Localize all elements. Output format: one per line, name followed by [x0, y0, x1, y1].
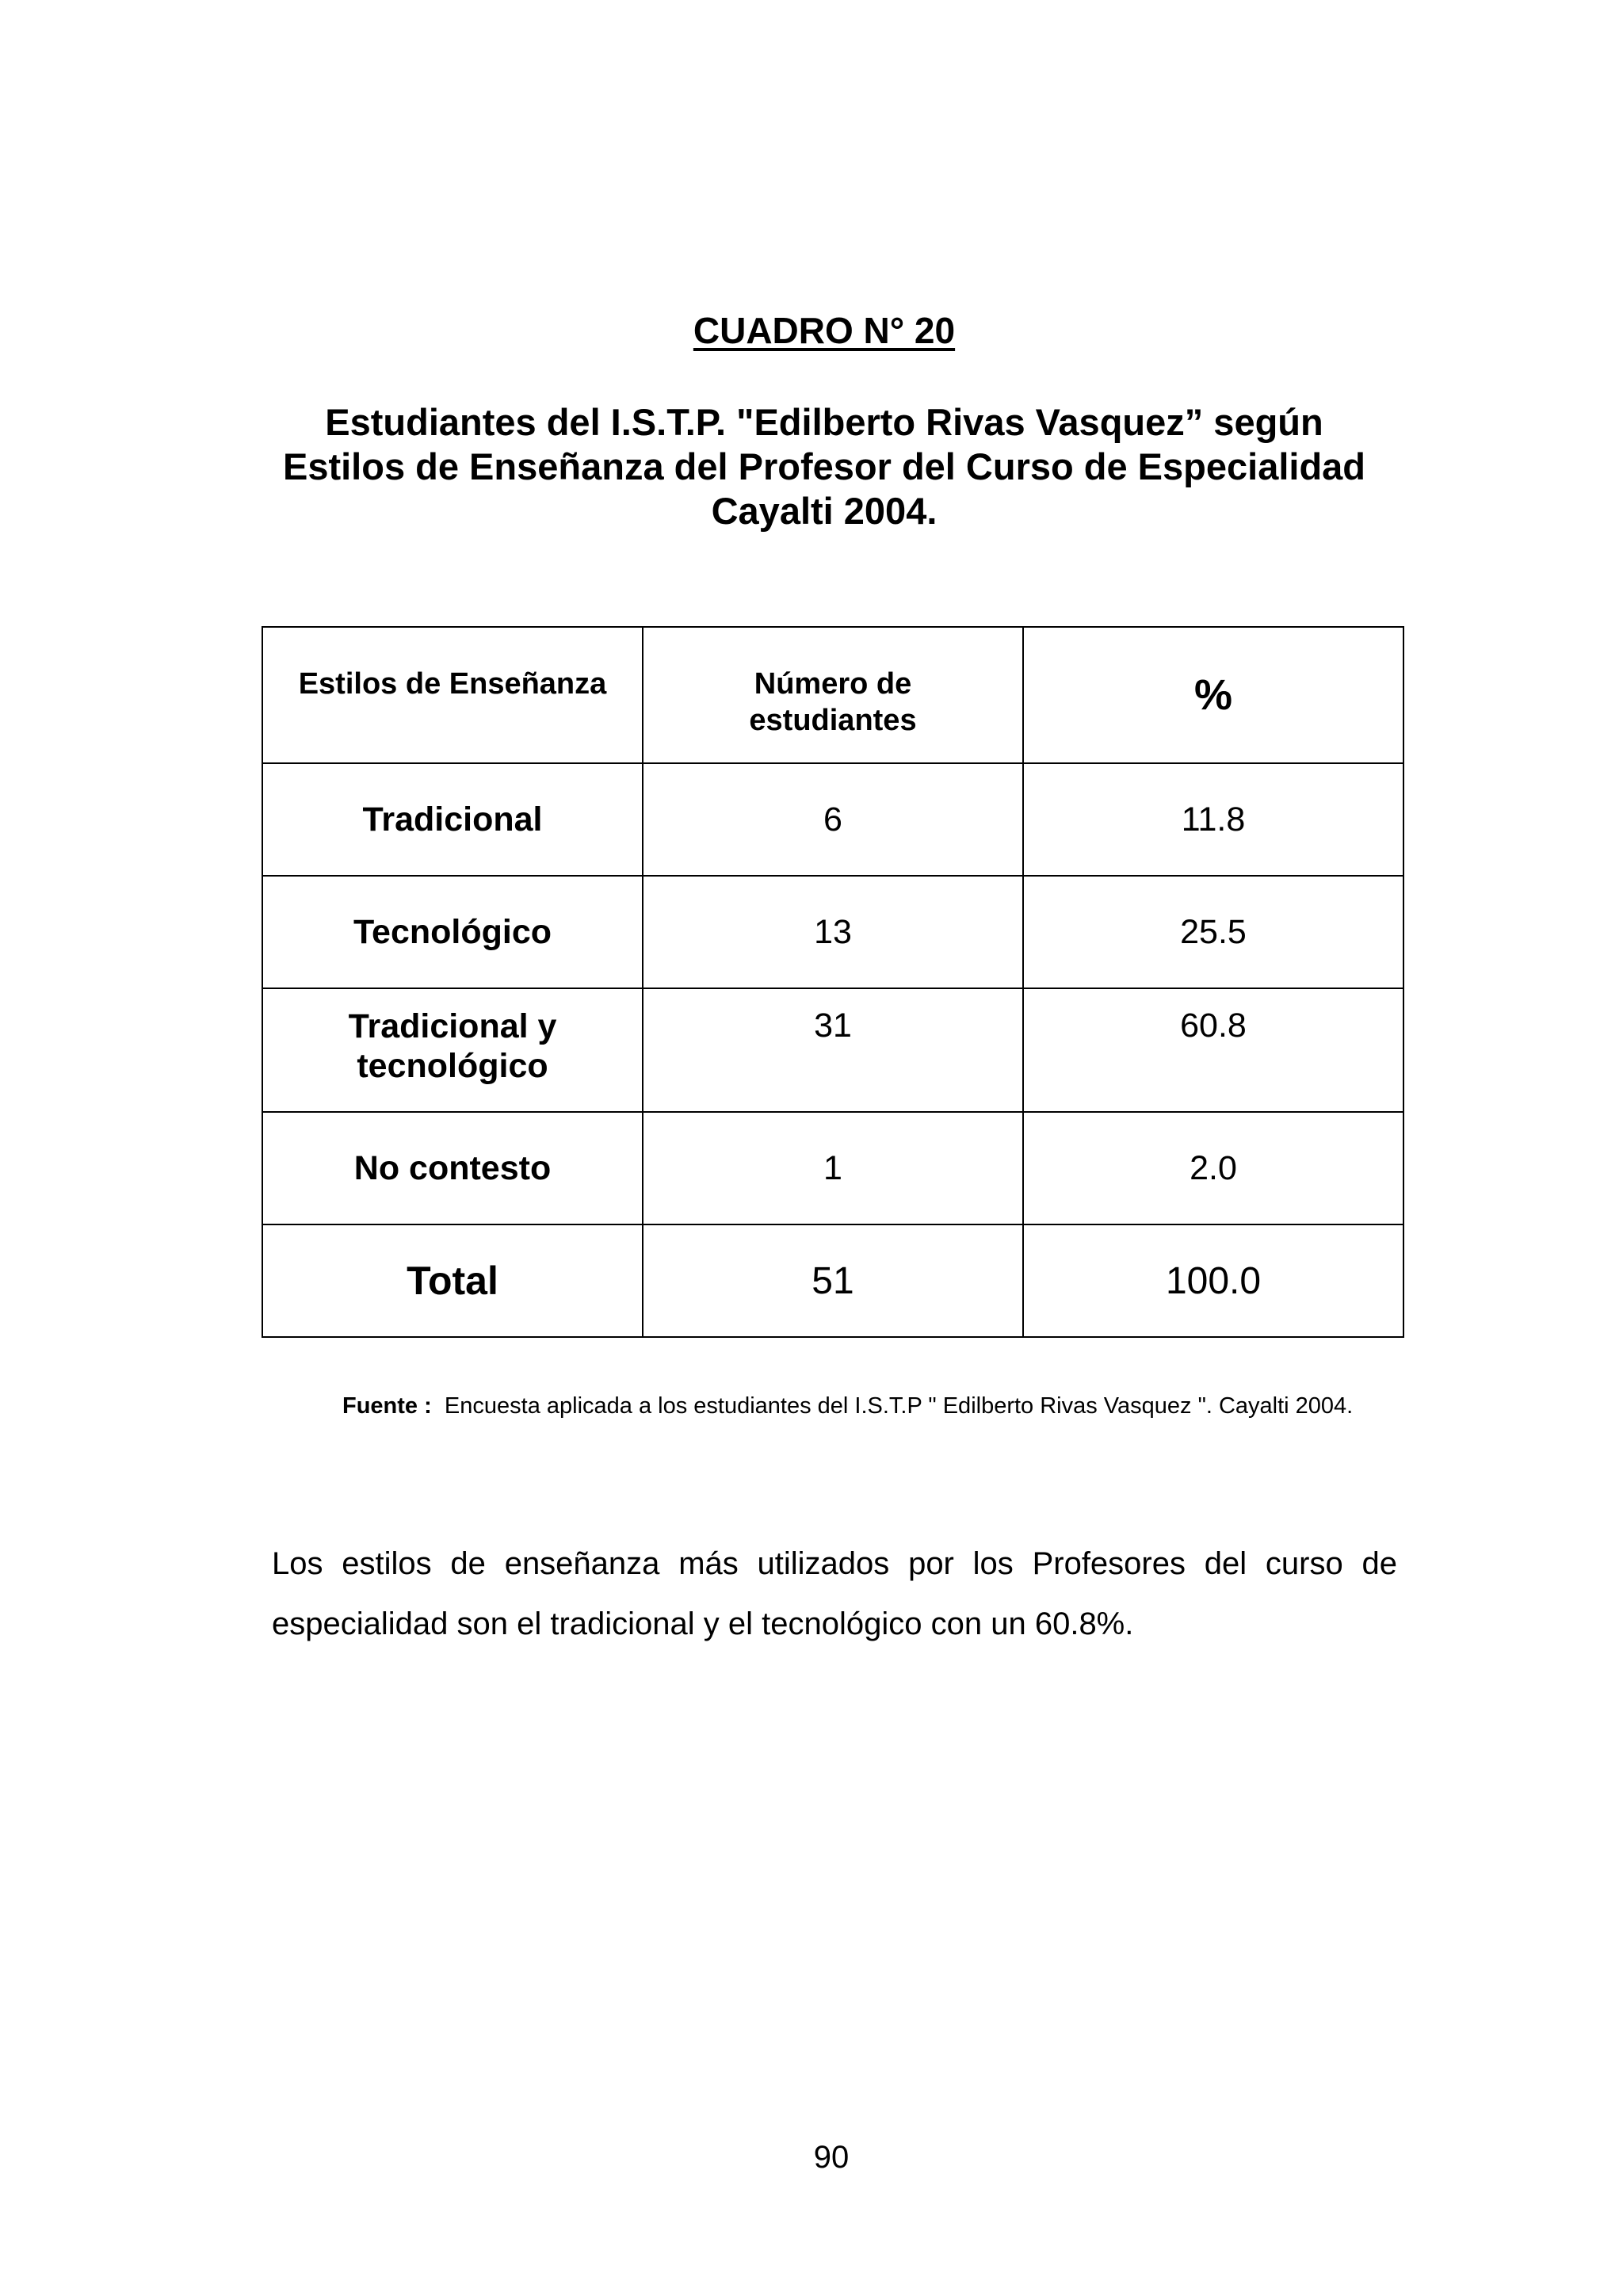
table-row — [262, 988, 1403, 1112]
row-count: 6 — [643, 763, 1023, 876]
body-paragraph: Los estilos de enseñanza más utilizados por los Profesores del curso de especialidad son el tradicional y el tecnológico con un 60.8%. — [272, 1546, 1397, 1641]
table-total-row — [262, 1224, 1403, 1337]
row-label: Tradicional — [262, 763, 643, 876]
page-number: 90 — [813, 2140, 850, 2175]
row-label — [262, 988, 643, 1112]
table-row — [262, 876, 1403, 988]
row-percent: 25.5 — [1023, 876, 1403, 988]
data-table — [262, 626, 1404, 1338]
row-percent: 60.8 — [1023, 988, 1403, 1112]
row-count: 1 — [643, 1112, 1023, 1224]
column-header-percent: % — [1023, 627, 1403, 763]
row-percent: 2.0 — [1023, 1112, 1403, 1224]
row-label: Total — [262, 1224, 643, 1337]
column-header-count-text: Número de estudiantes — [749, 667, 917, 737]
source-text: Encuesta aplicada a los estudiantes del I.S.T.P " Edilberto Rivas Vasquez ". Cayalti 2004. — [444, 1393, 1354, 1419]
row-count: 51 — [643, 1224, 1023, 1337]
table-row — [262, 1112, 1403, 1224]
table-number-heading: CUADRO N° 20 — [693, 310, 956, 351]
row-label: No contesto — [262, 1112, 643, 1224]
row-label: Tecnológico — [262, 876, 643, 988]
table-title-line: Estilos de Enseñanza del Profesor del Curso de Especialidad — [282, 445, 1366, 487]
table-title-line: Cayalti 2004. — [711, 490, 938, 532]
row-label-text: Tradicional y tecnológico — [348, 1007, 557, 1085]
column-header-count — [643, 627, 1023, 763]
source-label: Fuente : — [342, 1393, 432, 1419]
row-percent: 100.0 — [1023, 1224, 1403, 1337]
row-count: 13 — [643, 876, 1023, 988]
row-percent: 11.8 — [1023, 763, 1403, 876]
column-header-styles: Estilos de Enseñanza — [262, 627, 643, 763]
row-count: 31 — [643, 988, 1023, 1112]
table-title — [198, 400, 1450, 533]
table-title-line: Estudiantes del I.S.T.P. "Edilberto Rivas Vasquez” según — [325, 401, 1323, 443]
table-row — [262, 763, 1403, 876]
table-header-row — [262, 627, 1403, 763]
source-note — [342, 1391, 1388, 1421]
